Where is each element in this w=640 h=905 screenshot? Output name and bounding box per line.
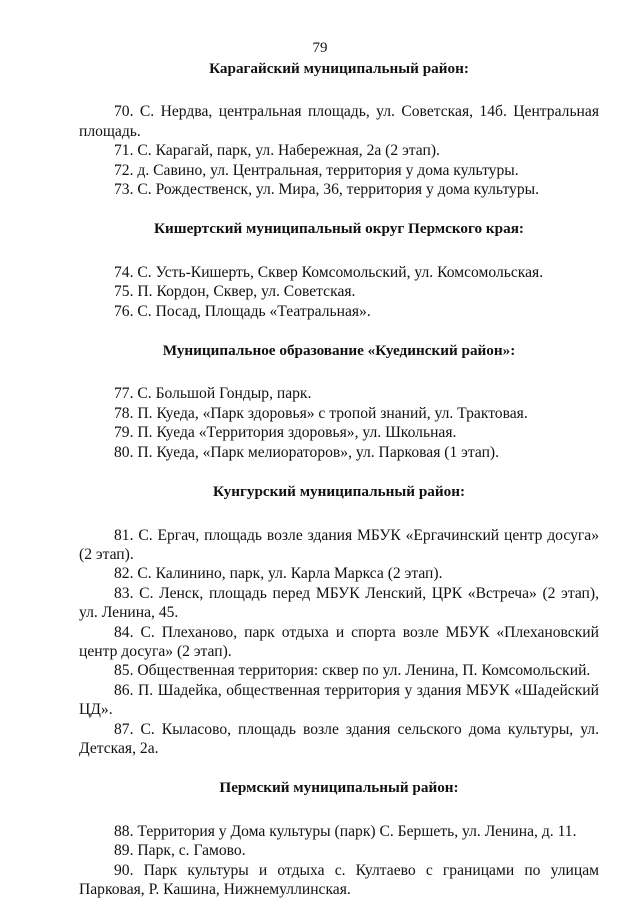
list-item: 90. Парк культуры и отдыха с. Култаево с границами по улицам Парковая, Р. Кашина, Нижнемуллинская.	[79, 861, 599, 898]
list-item: 88. Территория у Дома культуры (парк) С. Бершеть, ул. Ленина, д. 11.	[114, 822, 577, 840]
list-item: 71. С. Карагай, парк, ул. Набережная, 2а (2 этап).	[114, 142, 440, 160]
list-item: 81. С. Ергач, площадь возле здания МБУК «Ергачинский центр досуга» (2 этап).	[79, 526, 599, 563]
list-item: 77. С. Большой Гондыр, парк.	[114, 385, 312, 403]
section-heading-karagai: Карагайский муниципальный район:	[209, 60, 469, 77]
list-item: 74. С. Усть-Кишерть, Сквер Комсомольский, ул. Комсомольская.	[114, 263, 544, 281]
list-item: 76. С. Посад, Площадь «Театральная».	[114, 302, 371, 320]
list-item: 70. С. Нердва, центральная площадь, ул. Советская, 14б. Центральная площадь.	[79, 103, 599, 140]
list-item: 84. С. Плеханово, парк отдыха и спорта возле МБУК «Плехановский центр досуга» (2 этап).	[79, 623, 599, 660]
list-item: 78. П. Куеда, «Парк здоровья» с тропой знаний, ул. Трактовая.	[114, 404, 528, 422]
list-item: 89. Парк, с. Гамово.	[114, 842, 246, 860]
list-item: 83. С. Ленск, площадь перед МБУК Ленский, ЦРК «Встреча» (2 этап), ул. Ленина, 45.	[79, 584, 599, 622]
list-item: 79. П. Куеда «Территория здоровья», ул. Школьная.	[114, 424, 457, 442]
section-heading-perm: Пермский муниципальный район:	[219, 779, 459, 797]
section-heading-kungur: Кунгурский муниципальный район:	[212, 483, 466, 501]
list-item: 72. д. Савино, ул. Центральная, территория у дома культуры.	[114, 161, 519, 179]
page-number: 79	[312, 40, 328, 56]
section-heading-kishert: Кишертский муниципальный округ Пермского края:	[154, 220, 524, 238]
list-item: 82. С. Калинино, парк, ул. Карла Маркса (2 этап).	[114, 565, 443, 583]
section-heading-kueda: Муниципальное образование «Куединский район»:	[162, 342, 516, 360]
list-item: 75. П. Кордон, Сквер, ул. Советская.	[114, 283, 356, 301]
list-item: 86. П. Шадейка, общественная территория у здания МБУК «Шадейский ЦД».	[79, 681, 599, 719]
list-item: 80. П. Куеда, «Парк мелиораторов», ул. Парковая (1 этап).	[114, 443, 500, 461]
list-item: 85. Общественная территория: сквер по ул. Ленина, П. Комсомольский.	[114, 662, 591, 680]
list-item: 73. С. Рождественск, ул. Мира, 36, территория у дома культуры.	[114, 181, 540, 199]
page-content	[79, 59, 599, 899]
list-item: 87. С. Кыласово, площадь возле здания сельского дома культуры, ул. Детская, 2а.	[79, 720, 599, 757]
